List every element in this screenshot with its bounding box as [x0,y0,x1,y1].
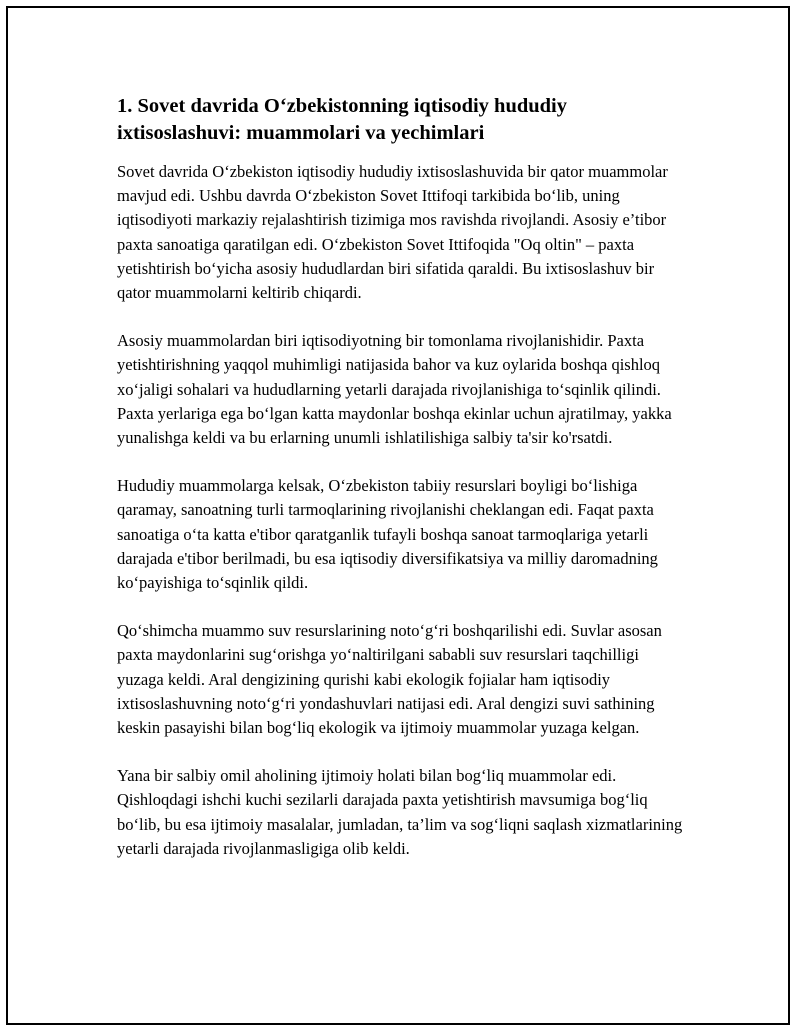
document-title: 1. Sovet davrida O‘zbekistonning iqtisodiy hududiy ixtisoslashuvi: muammolari va yechimlari [117,95,567,144]
paragraph: Yana bir salbiy omil aholining ijtimoiy holati bilan bog‘liq muammolar edi. Qishloqdagi ishchi kuchi sezilarli darajada paxta yetishtirish mavsumiga bog‘liq bo‘lib, bu esa ijtimoiy masalalar, jumladan, ta’lim va sog‘liqni saqlash xizmatlarining yetarli darajada rivojlanmasligiga olib keldi. [117,766,683,858]
paragraph: Asosiy muammolardan biri iqtisodiyotning bir tomonlama rivojlanishidir. Paxta yetishtirishning yaqqol muhimligi natijasida bahor va kuz oylarida boshqa qishloq xo‘jaligi sohalari va hududlarning yetarli darajada rivojlanishiga to‘sqinlik qilindi. Paxta yerlariga ega bo‘lgan katta maydonlar boshqa ekinlar uchun ajratilmay, yakka yunalishga keldi va bu erlarning unumli ishlatilishiga salbiy ta'sir ko'rsatdi. [117,331,672,448]
paragraph: Hududiy muammolarga kelsak, O‘zbekiston tabiiy resurslari boyligi bo‘lishiga qaramay, sanoatning turli tarmoqlarining rivojlanishi cheklangan edi. Faqat paxta sanoatiga o‘ta katta e'tibor qaratganlik tufayli boshqa sanoat tarmoqlariga yetarli darajada e'tibor berilmadi, bu esa iqtisodiy diversifikatsiya va milliy daromadning ko‘payishiga to‘sqinlik qildi. [117,476,658,593]
paragraph: Qo‘shimcha muammo suv resurslarining noto‘g‘ri boshqarilishi edi. Suvlar asosan paxta maydonlarini sug‘orishga yo‘naltirilgani sababli suv resurslari taqchilligi yuzaga keldi. Aral dengizining qurishi kabi ekologik fojialar ham iqtisodiy ixtisoslashuvning noto‘g‘ri yondashuvlari natijasi edi. Aral dengizi suvi sathining keskin pasayishi bilan bog‘liq ekologik va ijtimoiy muammolar yuzaga kelgan. [117,621,662,738]
paragraph: Sovet davrida O‘zbekiston iqtisodiy hududiy ixtisoslashuvida bir qator muammolar mavjud edi. Ushbu davrda O‘zbekiston Sovet Ittifoqi tarkibida bo‘lib, uning iqtisodiyoti markaziy rejalashtirish tizimiga mos ravishda rivojlandi. Asosiy e’tibor paxta sanoatiga qaratilgan edi. O‘zbekiston Sovet Ittifoqida "Oq oltin" – paxta yetishtirish bo‘yicha asosiy hududlardan biri sifatida qaraldi. Bu ixtisoslashuv bir qator muammolarni keltirib chiqardi. [117,162,668,303]
document-body [117,93,687,885]
